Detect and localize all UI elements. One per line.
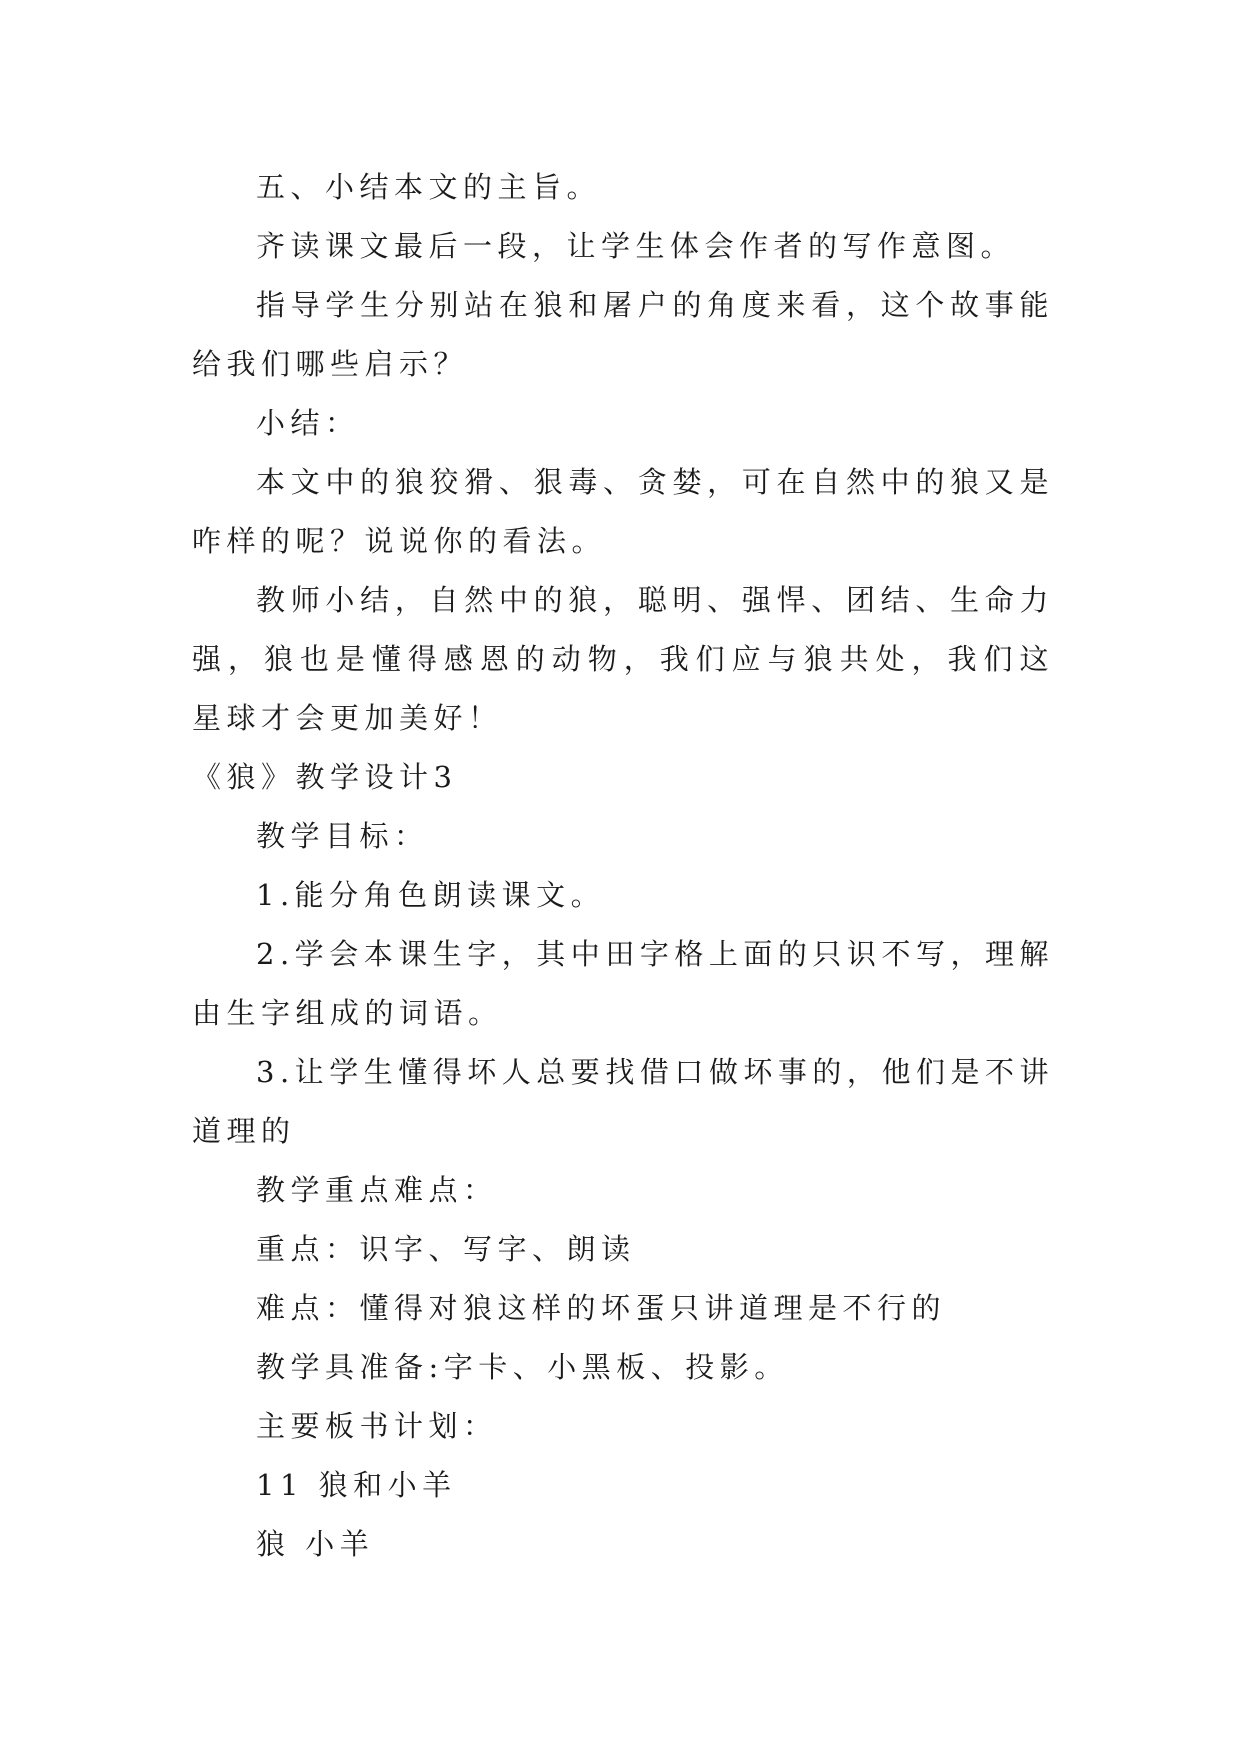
paragraph-difficulty: 难点：懂得对狼这样的坏蛋只讲道理是不行的 (256, 1291, 947, 1325)
paragraph-objectives-label: 教学目标： (256, 819, 429, 853)
section-title: 《狼》教学设计3 (192, 760, 458, 794)
paragraph-teacher-summary: 教师小结，自然中的狼，聪明、强悍、团结、生命力强，狼也是懂得感恩的动物，我们应与狼共处，我们这星球才会更加美好！ (192, 583, 1054, 735)
paragraph-materials: 教学具准备:字卡、小黑板、投影。 (256, 1350, 789, 1384)
paragraph-key-points-label: 教学重点难点： (256, 1173, 498, 1207)
paragraph-summary-heading: 五、小结本文的主旨。 (256, 170, 602, 204)
paragraph-board-line: 狼 小羊 (256, 1527, 375, 1561)
paragraph-read-aloud: 齐读课文最后一段，让学生体会作者的写作意图。 (256, 229, 1016, 263)
document-body (192, 158, 1054, 1574)
objective-item-2: 2.学会本课生字，其中田字格上面的只识不写，理解由生字组成的词语。 (192, 937, 1054, 1030)
paragraph-board-title: 11 狼和小羊 (256, 1468, 457, 1502)
objective-item-1: 1.能分角色朗读课文。 (256, 878, 606, 912)
paragraph-summary-label: 小结： (256, 406, 360, 440)
paragraph-board-plan-label: 主要板书计划： (256, 1409, 498, 1443)
paragraph-key-point: 重点：识字、写字、朗读 (256, 1232, 636, 1266)
paragraph-guidance: 指导学生分别站在狼和屠户的角度来看，这个故事能给我们哪些启示？ (192, 288, 1054, 381)
objective-item-3: 3.让学生懂得坏人总要找借口做坏事的，他们是不讲道理的 (192, 1055, 1054, 1148)
paragraph-wolf-question: 本文中的狼狡猾、狠毒、贪婪，可在自然中的狼又是咋样的呢？说说你的看法。 (192, 465, 1054, 558)
